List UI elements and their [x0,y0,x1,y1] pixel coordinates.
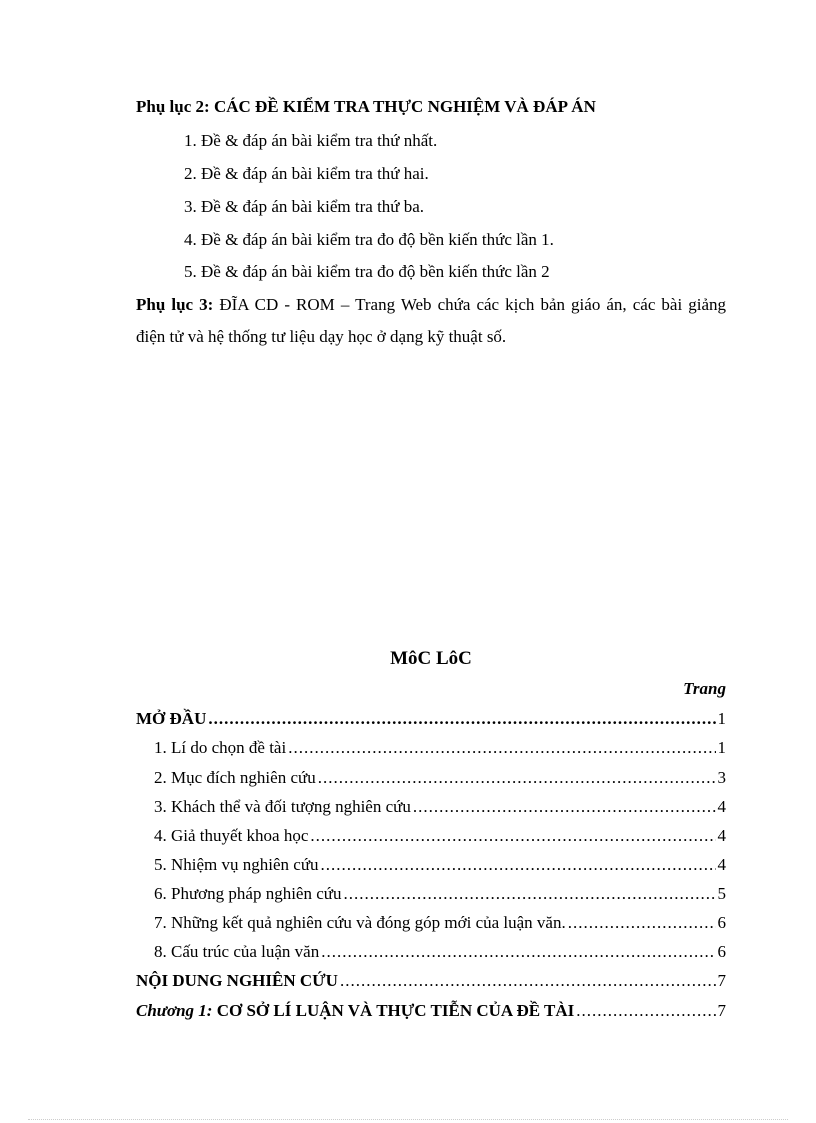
toc-entry-label: 3. Khách thể và đối tượng nghiên cứu [154,797,411,816]
toc-leader-dots [321,942,715,962]
toc-leader-dots [321,855,716,875]
toc-entry-page: 1 [717,738,726,757]
toc-entry-label: 6. Phương pháp nghiên cứu [154,884,342,903]
toc-entry[interactable] [136,884,726,908]
toc-entry-page: 6 [717,942,726,961]
toc-page-column-header: Trang [683,679,726,698]
toc-entry-page: 5 [717,884,726,903]
appendix-2-heading [136,97,596,117]
toc-entry-label: 4. Giả thuyết khoa học [154,826,309,845]
appendix-2-title: CÁC ĐỀ KIỂM TRA THỰC NGHIỆM VÀ ĐÁP ÁN [213,97,596,116]
appendix-2-item: 3. Đề & đáp án bài kiểm tra thứ ba. [184,197,425,216]
toc-entry-label: NỘI DUNG NGHIÊN CỨU [136,971,338,990]
appendix-3-paragraph [136,289,726,353]
toc-entry[interactable] [136,1001,726,1025]
toc-entry[interactable] [136,942,726,966]
appendix-2-item: 4. Đề & đáp án bài kiểm tra đo độ bền kiến thức lần 1. [184,230,554,249]
toc-entry[interactable] [136,971,726,995]
toc-entry-label: 5. Nhiệm vụ nghiên cứu [154,855,319,874]
toc-entry-label: 8. Cấu trúc của luận văn [154,942,320,961]
toc-entry[interactable] [136,709,726,733]
toc-entry[interactable] [136,768,726,792]
toc-entry-page: 7 [717,971,726,990]
appendix-3-label: Phụ lục 3: [136,295,214,314]
toc-leader-dots [568,913,716,933]
appendix-2-label: Phụ lục 2: [136,97,210,116]
toc-entry-label: 2. Mục đích nghiên cứu [154,768,316,787]
toc-entry[interactable] [136,797,726,821]
toc-entry-page: 4 [717,855,726,874]
toc-leader-dots [288,738,715,758]
appendix-3-text: ĐĨA CD - ROM – Trang Web chứa các kịch bản giáo án, các bài giảng điện tử và hệ thống tư liệu dạy học ở dạng kỹ thuật số. [136,295,726,346]
appendix-2-item: 2. Đề & đáp án bài kiểm tra thứ hai. [184,164,429,183]
toc-entry-page: 7 [717,1001,726,1020]
toc-entry-label: 7. Những kết quả nghiên cứu và đóng góp mới của luận văn. [154,913,566,932]
toc-entry-label [136,1001,574,1021]
toc-entry[interactable] [136,913,726,937]
toc-entry[interactable] [136,855,726,879]
toc-leader-dots [576,1001,715,1021]
toc-leader-dots [343,884,715,904]
toc-leader-dots [413,797,716,817]
toc-chapter-title: CƠ SỞ LÍ LUẬN VÀ THỰC TIỄN CỦA ĐỀ TÀI [216,1001,575,1020]
toc-entry-page: 3 [717,768,726,787]
toc-leader-dots [318,768,716,788]
toc-entry-label: MỞ ĐẦU [136,709,207,728]
page-bottom-divider [28,1119,788,1120]
toc-entry[interactable] [136,738,726,762]
toc-entry-page: 4 [717,797,726,816]
appendix-2-item: 1. Đề & đáp án bài kiểm tra thứ nhất. [184,131,438,150]
toc-entry-page: 6 [717,913,726,932]
toc-entry-label: 1. Lí do chọn đề tài [154,738,287,757]
toc-entry[interactable] [136,826,726,850]
toc-leader-dots [340,971,716,991]
appendix-2-item: 5. Đề & đáp án bài kiểm tra đo độ bền kiến thức lần 2 [184,262,550,281]
toc-leader-dots [208,709,715,729]
toc-entry-page: 1 [717,709,726,728]
toc-chapter-prefix: Chương 1: [136,1001,213,1020]
toc-leader-dots [310,826,715,846]
toc-entry-page: 4 [717,826,726,845]
toc-title: MôC LôC [390,648,472,669]
